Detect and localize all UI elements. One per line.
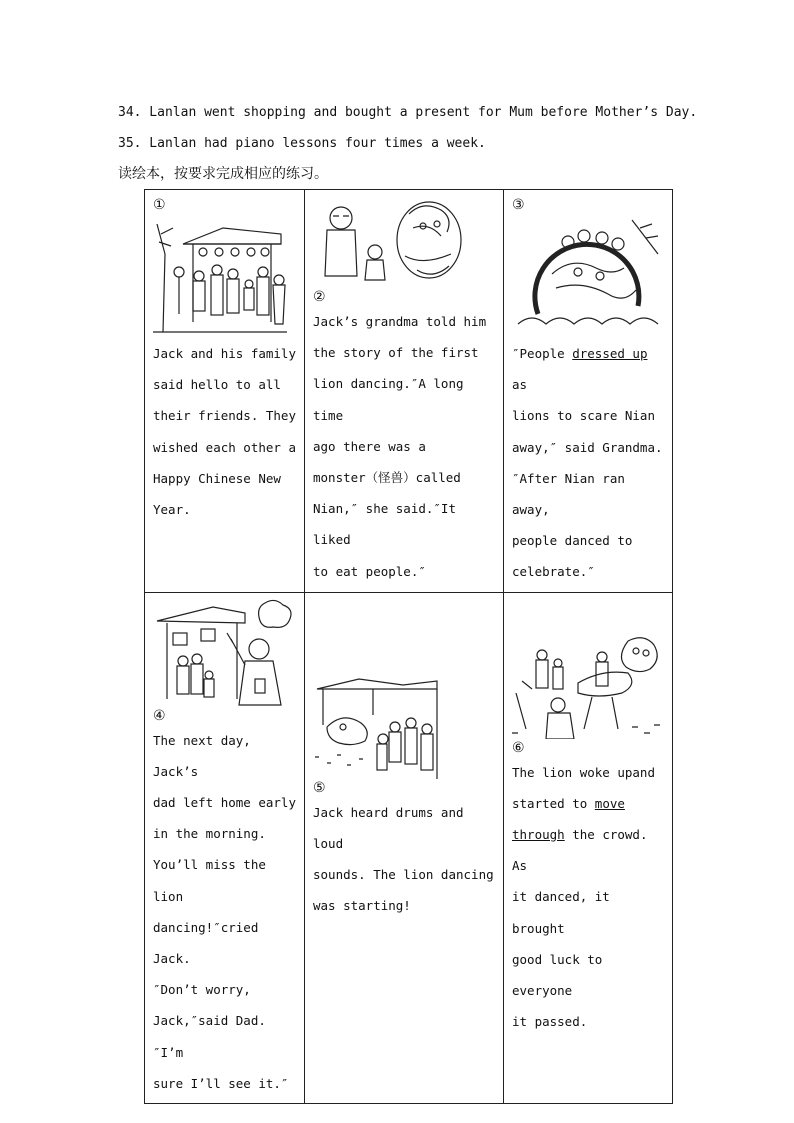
panel-text: ″People dressed up as lions to scare Nian away,″ said Grandma. ″After Nian ran away, people danced to celebrate.″ — [512, 346, 663, 580]
panel-text: Jack and his family said hello to all their friends. They wished each other a Happy Chinese New Year. — [153, 346, 296, 518]
panel-number: ⑥ — [512, 739, 525, 756]
underlined-phrase: move — [594, 795, 625, 811]
panel-text: The next day, Jack’s dad left home early in the morning. You’ll miss the lion dancing!″cried Jack. ″Don’t worry, Jack,″said Dad. ″I’m sure I’ll see it.″ — [153, 732, 296, 1091]
grandma-storytelling-illustration — [313, 196, 463, 288]
instruction: 读绘本，按要求完成相应的练习。 — [118, 166, 328, 182]
panel-4 — [145, 592, 305, 1103]
underlined-phrase: dressed up — [572, 346, 648, 361]
panel-number: ⑤ — [313, 779, 326, 796]
panel-1 — [145, 190, 305, 593]
underlined-phrase: through — [512, 827, 565, 843]
question-34: 34. Lanlan went shopping and bought a present for Mum before Mother’s Day. — [118, 105, 698, 120]
panel-number: ③ — [512, 197, 525, 213]
panel-text: The lion woke upand started to move through the crowd. As it danced, it brought good luck to everyone it passed. — [512, 764, 655, 1030]
panel-text: Jack heard drums and loud sounds. The lion dancing was starting! — [313, 804, 494, 914]
panel-number: ② — [313, 289, 326, 305]
dad-leaving-illustration — [153, 599, 295, 707]
lion-through-crowd-illustration — [512, 633, 662, 739]
question-35: 35. Lanlan had piano lessons four times a week. — [118, 136, 486, 151]
panel-number: ① — [153, 197, 166, 213]
family-greeting-illustration — [153, 214, 287, 338]
panel-5 — [305, 592, 504, 1103]
panel-2 — [305, 190, 504, 593]
panel-6 — [504, 592, 673, 1103]
panel-3 — [504, 190, 673, 593]
lion-dance-crowd-illustration — [313, 675, 443, 779]
panel-text: Jack’s grandma told him the story of the first lion dancing.″A long time ago there was a monster（怪兽）called Nian,″ she said.″It liked to eat people.″ — [313, 314, 487, 579]
story-table — [144, 189, 673, 1104]
panel-number: ④ — [153, 707, 166, 724]
nian-monster-illustration — [512, 214, 662, 338]
